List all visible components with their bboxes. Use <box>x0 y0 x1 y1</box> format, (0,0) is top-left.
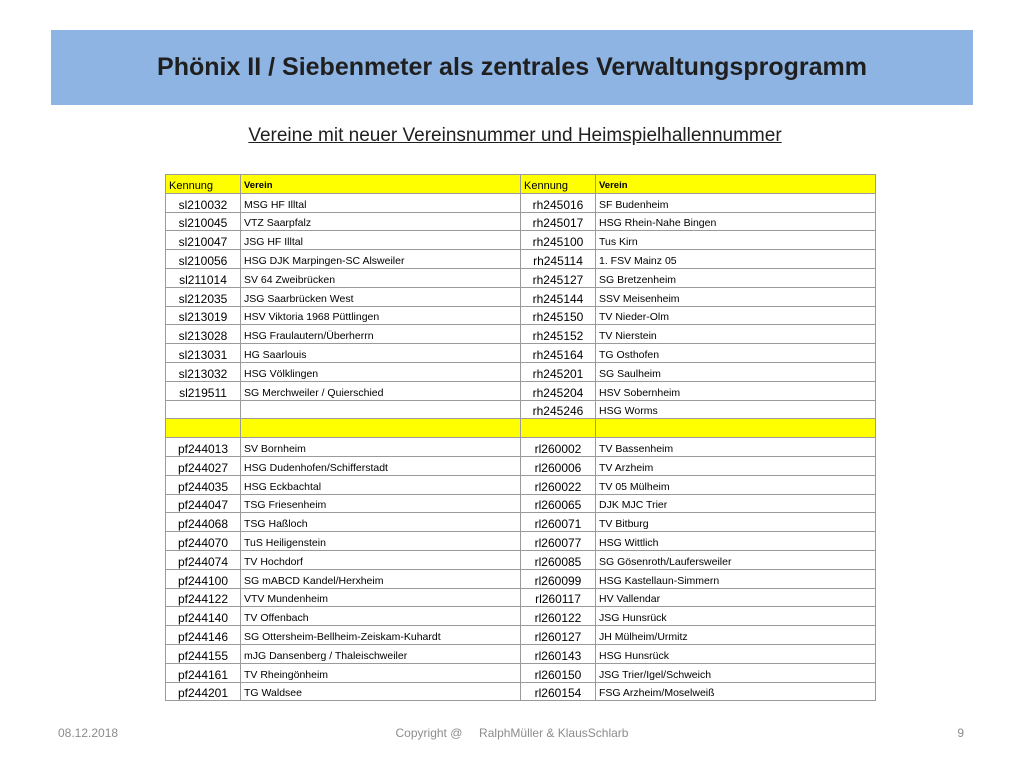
cell-verein-left: mJG Dansenberg / Thaleischweiler <box>241 644 521 663</box>
cell-verein-right: SG Gösenroth/Laufersweiler <box>596 550 876 569</box>
cell-verein-left: HSG Fraulautern/Überherrn <box>241 325 521 344</box>
table-row <box>166 268 876 287</box>
header-verein-left: Verein <box>241 175 521 194</box>
table-row <box>166 250 876 269</box>
cell-verein-right: JH Mülheim/Urmitz <box>596 626 876 645</box>
cell-kennung-left: sl213019 <box>166 306 241 325</box>
cell-kennung-right: rl260127 <box>521 626 596 645</box>
separator-row <box>166 419 876 438</box>
cell-verein-right: SG Saulheim <box>596 362 876 381</box>
cell-verein-left: TV Rheingönheim <box>241 663 521 682</box>
table-row <box>166 212 876 231</box>
cell-kennung-right: rl260143 <box>521 644 596 663</box>
cell-verein-left: SV 64 Zweibrücken <box>241 268 521 287</box>
header-verein-right: Verein <box>596 175 876 194</box>
cell-kennung-left: pf244100 <box>166 569 241 588</box>
cell-verein-right: DJK MJC Trier <box>596 494 876 513</box>
cell-verein-right: TV Arzheim <box>596 456 876 475</box>
table-row <box>166 626 876 645</box>
footer-date: 08.12.2018 <box>58 726 119 740</box>
cell-kennung-right: rl260077 <box>521 532 596 551</box>
cell-verein-right: HSG Worms <box>596 400 876 419</box>
cell-kennung-left: pf244161 <box>166 663 241 682</box>
cell-kennung-left: pf244035 <box>166 475 241 494</box>
table-row <box>166 306 876 325</box>
cell-verein-left <box>241 400 521 419</box>
cell-verein-left: TV Offenbach <box>241 607 521 626</box>
slide-subtitle: Vereine mit neuer Vereinsnummer und Heimspielhallennummer <box>248 125 782 146</box>
cell-kennung-left: pf244122 <box>166 588 241 607</box>
cell-kennung-right: rl260002 <box>521 438 596 457</box>
table-row <box>166 532 876 551</box>
cell-verein-right: HSG Wittlich <box>596 532 876 551</box>
cell-verein-left: HSG Eckbachtal <box>241 475 521 494</box>
cell-verein-left: TG Waldsee <box>241 682 521 701</box>
cell-kennung-left: pf244027 <box>166 456 241 475</box>
footer-page-number: 9 <box>957 726 964 740</box>
cell-verein-left: HSG Dudenhofen/Schifferstadt <box>241 456 521 475</box>
cell-kennung-right: rh245246 <box>521 400 596 419</box>
cell-verein-left: TV Hochdorf <box>241 550 521 569</box>
cell-verein-right: TV Bassenheim <box>596 438 876 457</box>
cell-verein-left: TuS Heiligenstein <box>241 532 521 551</box>
cell-verein-left: VTV Mundenheim <box>241 588 521 607</box>
cell-verein-right: JSG Hunsrück <box>596 607 876 626</box>
cell-verein-left: MSG HF Illtal <box>241 193 521 212</box>
cell-kennung-left: pf244047 <box>166 494 241 513</box>
cell-kennung-right: rh245127 <box>521 268 596 287</box>
cell-kennung-right: rl260117 <box>521 588 596 607</box>
cell-kennung-left: sl219511 <box>166 381 241 400</box>
cell-verein-left: TSG Friesenheim <box>241 494 521 513</box>
table-row <box>166 381 876 400</box>
cell-verein-right: TV 05 Mülheim <box>596 475 876 494</box>
table-row <box>166 475 876 494</box>
cell-kennung-left: pf244146 <box>166 626 241 645</box>
cell-verein-right: SG Bretzenheim <box>596 268 876 287</box>
cell-kennung-right: rl260122 <box>521 607 596 626</box>
table-row <box>166 588 876 607</box>
table-row <box>166 325 876 344</box>
cell-verein-left: SG Merchweiler / Quierschied <box>241 381 521 400</box>
cell-verein-right <box>596 419 876 438</box>
cell-kennung-right: rl260006 <box>521 456 596 475</box>
cell-verein-right: TV Bitburg <box>596 513 876 532</box>
cell-verein-left: HSV Viktoria 1968 Püttlingen <box>241 306 521 325</box>
cell-kennung-right: rh245016 <box>521 193 596 212</box>
cell-verein-left: SG mABCD Kandel/Herxheim <box>241 569 521 588</box>
table-row <box>166 663 876 682</box>
table-row <box>166 287 876 306</box>
cell-verein-right: HSG Rhein-Nahe Bingen <box>596 212 876 231</box>
title-bar <box>51 30 973 105</box>
table-row <box>166 494 876 513</box>
cell-verein-right: TG Osthofen <box>596 344 876 363</box>
cell-kennung-right: rh245204 <box>521 381 596 400</box>
cell-kennung-right: rl260022 <box>521 475 596 494</box>
cell-verein-left: VTZ Saarpfalz <box>241 212 521 231</box>
table-body <box>166 193 876 701</box>
cell-kennung-right: rl260071 <box>521 513 596 532</box>
cell-verein-right: HSV Sobernheim <box>596 381 876 400</box>
cell-verein-left: HSG Völklingen <box>241 362 521 381</box>
table-row <box>166 438 876 457</box>
cell-kennung-left: sl212035 <box>166 287 241 306</box>
table-header-row <box>166 175 876 194</box>
cell-kennung-left: sl213028 <box>166 325 241 344</box>
cell-verein-left: TSG Haßloch <box>241 513 521 532</box>
cell-kennung-left: pf244074 <box>166 550 241 569</box>
cell-kennung-left: sl210047 <box>166 231 241 250</box>
cell-kennung-right: rh245017 <box>521 212 596 231</box>
table-row <box>166 682 876 701</box>
cell-verein-right: SF Budenheim <box>596 193 876 212</box>
cell-kennung-right <box>521 419 596 438</box>
table-row <box>166 550 876 569</box>
table-row <box>166 400 876 419</box>
cell-verein-right: HSG Hunsrück <box>596 644 876 663</box>
table-row <box>166 456 876 475</box>
cell-verein-left <box>241 419 521 438</box>
table-row <box>166 193 876 212</box>
cell-verein-right: 1. FSV Mainz 05 <box>596 250 876 269</box>
cell-verein-right: JSG Trier/Igel/Schweich <box>596 663 876 682</box>
cell-verein-right: FSG Arzheim/Moselweiß <box>596 682 876 701</box>
cell-verein-right: HSG Kastellaun-Simmern <box>596 569 876 588</box>
cell-kennung-left: pf244201 <box>166 682 241 701</box>
cell-kennung-right: rh245164 <box>521 344 596 363</box>
cell-verein-left: HSG DJK Marpingen-SC Alsweiler <box>241 250 521 269</box>
table-row <box>166 607 876 626</box>
slide-title: Phönix II / Siebenmeter als zentrales Verwaltungsprogramm <box>157 53 867 81</box>
cell-kennung-right: rh245114 <box>521 250 596 269</box>
cell-verein-left: SV Bornheim <box>241 438 521 457</box>
clubs-table <box>165 174 876 701</box>
cell-verein-left: SG Ottersheim-Bellheim-Zeiskam-Kuhardt <box>241 626 521 645</box>
table-row <box>166 513 876 532</box>
cell-verein-right: SSV Meisenheim <box>596 287 876 306</box>
table-row <box>166 569 876 588</box>
header-kennung-left: Kennung <box>166 175 241 194</box>
table-row <box>166 231 876 250</box>
footer-copyright: Copyright @ RalphMüller & KlausSchlarb <box>395 726 629 740</box>
header-kennung-right: Kennung <box>521 175 596 194</box>
cell-kennung-left: sl210032 <box>166 193 241 212</box>
table-row <box>166 344 876 363</box>
cell-kennung-left <box>166 400 241 419</box>
cell-kennung-right: rh245152 <box>521 325 596 344</box>
cell-kennung-left: sl210045 <box>166 212 241 231</box>
cell-kennung-right: rl260150 <box>521 663 596 682</box>
cell-verein-right: HV Vallendar <box>596 588 876 607</box>
cell-kennung-right: rh245201 <box>521 362 596 381</box>
cell-verein-left: HG Saarlouis <box>241 344 521 363</box>
cell-verein-left: JSG HF Illtal <box>241 231 521 250</box>
cell-kennung-left: pf244155 <box>166 644 241 663</box>
cell-kennung-left: sl211014 <box>166 268 241 287</box>
cell-kennung-left: pf244013 <box>166 438 241 457</box>
cell-kennung-left: pf244068 <box>166 513 241 532</box>
cell-kennung-left: pf244140 <box>166 607 241 626</box>
table-row <box>166 362 876 381</box>
cell-kennung-left: sl213031 <box>166 344 241 363</box>
cell-kennung-right: rh245144 <box>521 287 596 306</box>
cell-kennung-right: rl260154 <box>521 682 596 701</box>
cell-verein-right: TV Nieder-Olm <box>596 306 876 325</box>
cell-verein-right: Tus Kirn <box>596 231 876 250</box>
cell-kennung-left: sl210056 <box>166 250 241 269</box>
cell-kennung-left <box>166 419 241 438</box>
cell-kennung-right: rl260065 <box>521 494 596 513</box>
table-row <box>166 644 876 663</box>
cell-kennung-right: rh245100 <box>521 231 596 250</box>
cell-kennung-left: pf244070 <box>166 532 241 551</box>
cell-kennung-right: rl260099 <box>521 569 596 588</box>
cell-kennung-right: rl260085 <box>521 550 596 569</box>
cell-kennung-left: sl213032 <box>166 362 241 381</box>
cell-verein-left: JSG Saarbrücken West <box>241 287 521 306</box>
cell-kennung-right: rh245150 <box>521 306 596 325</box>
cell-verein-right: TV Nierstein <box>596 325 876 344</box>
